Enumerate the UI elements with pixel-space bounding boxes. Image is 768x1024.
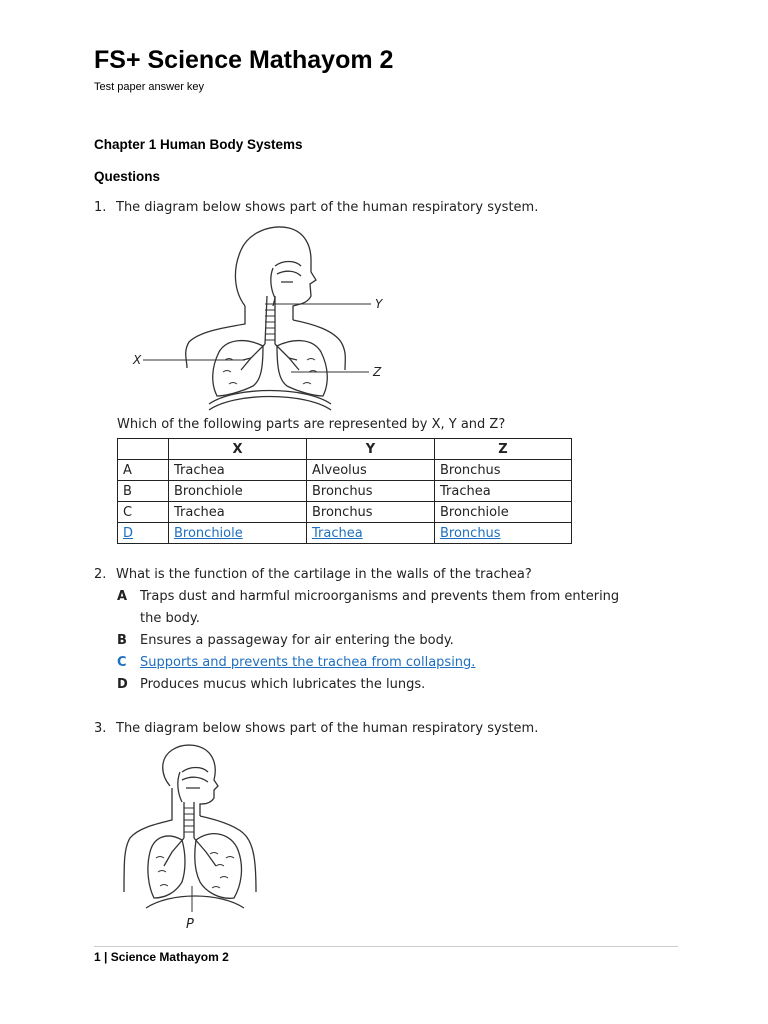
question-1-prompt: Which of the following parts are represented by X, Y and Z? [117, 417, 506, 432]
option-text-continued: the body. [140, 611, 200, 626]
table-header-cell [118, 439, 169, 460]
nasal-cavity [182, 768, 208, 789]
question-3 [94, 721, 538, 736]
table-cell: Bronchiole [435, 502, 572, 523]
table-cell-answer: Trachea [307, 523, 435, 544]
label-x: X [133, 353, 142, 367]
page-number: 1 [94, 950, 101, 964]
table-cell: A [118, 460, 169, 481]
left-lung [148, 836, 185, 898]
question-number: 2. [94, 567, 107, 582]
table-header-cell: Z [435, 439, 572, 460]
option-text: Produces mucus which lubricates the lungs. [140, 677, 426, 692]
respiratory-diagram-1 [125, 220, 395, 415]
option-letter: D [117, 677, 128, 692]
label-y: Y [375, 297, 383, 311]
question-1 [94, 200, 538, 215]
footer-separator: | [104, 950, 108, 964]
page-footer [94, 950, 229, 964]
option-text: Supports and prevents the trachea from collapsing. [140, 655, 476, 670]
question-text: The diagram below shows part of the human respiratory system. [116, 721, 539, 736]
question-number: 1. [94, 200, 107, 215]
answer-table [117, 438, 572, 544]
question-text: What is the function of the cartilage in the walls of the trachea? [116, 567, 532, 582]
table-cell: B [118, 481, 169, 502]
table-cell: Trachea [435, 481, 572, 502]
question-text: The diagram below shows part of the human respiratory system. [116, 200, 539, 215]
table-header-cell: Y [307, 439, 435, 460]
section-heading: Questions [94, 169, 161, 184]
chapter-heading: Chapter 1 Human Body Systems [94, 137, 303, 152]
table-cell: Trachea [169, 460, 307, 481]
right-lung [195, 834, 242, 899]
option-text: Ensures a passageway for air entering the body. [140, 633, 454, 648]
table-row [118, 460, 572, 481]
footer-text: Science Mathayom 2 [110, 950, 229, 964]
question-2 [94, 567, 532, 582]
document-subtitle: Test paper answer key [94, 81, 205, 93]
option-letter: A [117, 589, 128, 604]
label-z: Z [373, 365, 382, 379]
right-lung [277, 341, 327, 396]
table-cell: Alveolus [307, 460, 435, 481]
head-outline [235, 227, 316, 320]
option-letter: B [117, 633, 127, 648]
table-row-answer [118, 523, 572, 544]
table-row [118, 502, 572, 523]
table-cell-answer: D [118, 523, 169, 544]
table-cell: Trachea [169, 502, 307, 523]
question-number: 3. [94, 721, 107, 736]
table-cell-answer: Bronchus [435, 523, 572, 544]
left-lung [213, 341, 263, 396]
label-p: P [186, 917, 194, 932]
head-outline [163, 745, 218, 816]
nasal-cavity [275, 262, 301, 283]
option-letter: C [117, 655, 127, 670]
table-header-row [118, 439, 572, 460]
table-row [118, 481, 572, 502]
table-header-cell: X [169, 439, 307, 460]
document-title: FS+ Science Mathayom 2 [94, 46, 394, 74]
neck-outline [186, 306, 245, 368]
table-cell: Bronchus [307, 502, 435, 523]
table-cell: C [118, 502, 169, 523]
respiratory-diagram-2 [120, 742, 290, 934]
table-cell: Bronchus [435, 460, 572, 481]
footer-rule [94, 946, 678, 947]
table-cell: Bronchus [307, 481, 435, 502]
table-cell: Bronchiole [169, 481, 307, 502]
option-text: Traps dust and harmful microorganisms and prevents them from entering [140, 589, 620, 604]
table-cell-answer: Bronchiole [169, 523, 307, 544]
